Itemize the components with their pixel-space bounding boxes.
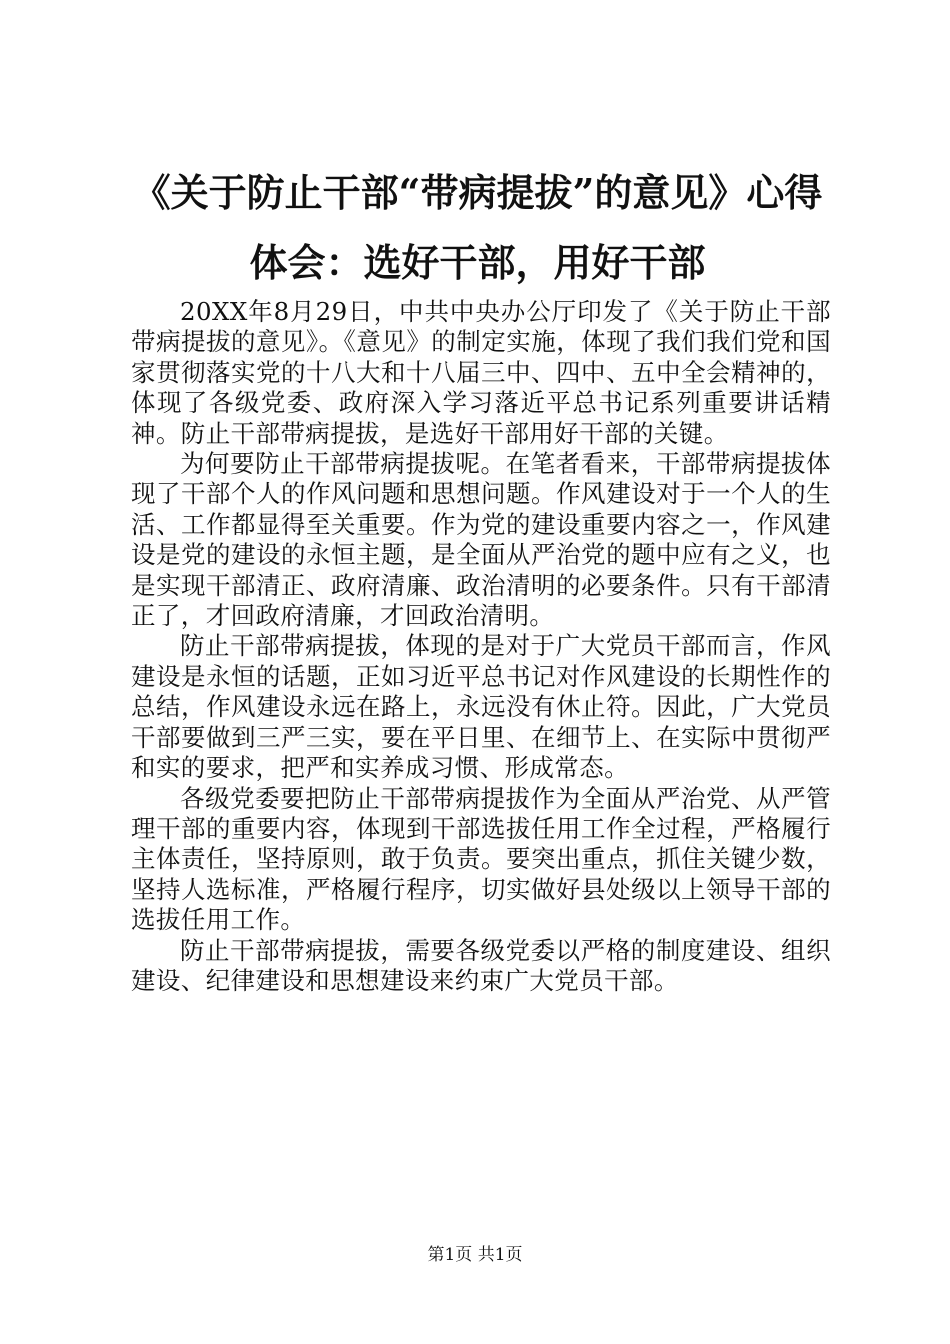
paragraph-3: 防止干部带病提拔，体现的是对于广大党员干部而言，作风建设是永恒的话题，正如习近平总书记对作风建设的长期性作的总结，作风建设永远在路上，永远没有休止符。因此，广大党员干部要做到三严三实，要在平日里、在细节上、在实际中贯彻严和实的要求，把严和实养成习惯、形成常态。 [131,631,831,783]
page-number-footer: 第1页 共1页 [427,1245,523,1265]
paragraph-5: 防止干部带病提拔，需要各级党委以严格的制度建设、组织建设、纪律建设和思想建设来约束广大党员干部。 [131,935,831,995]
document-title: 《关于防止干部“带病提拔”的意见》心得体会：选好干部，用好干部 [132,170,823,285]
paragraph-4: 各级党委要把防止干部带病提拔作为全面从严治党、从严管理干部的重要内容，体现到干部选拔任用工作全过程，严格履行主体责任，坚持原则，敢于负责。要突出重点，抓住关键少数，坚持人选标准，严格履行程序，切实做好县处级以上领导干部的选拔任用工作。 [131,783,831,935]
paragraph-2: 为何要防止干部带病提拔呢。在笔者看来，干部带病提拔体现了干部个人的作风问题和思想问题。作风建设对于一个人的生活、工作都显得至关重要。作为党的建设重要内容之一，作风建设是党的建设的永恒主题，是全面从严治党的题中应有之义，也是实现干部清正、政府清廉、政治清明的必要条件。只有干部清正了，才回政府清廉，才回政治清明。 [131,449,831,631]
document-body [131,297,831,996]
paragraph-1: 20XX年8月29日，中共中央办公厅印发了《关于防止干部带病提拔的意见》。《意见》的制定实施，体现了我们我们党和国家贯彻落实党的十八大和十八届三中、四中、五中全会精神的，体现了各级党委、政府深入学习落近平总书记系列重要讲话精神。防止干部带病提拔，是选好干部用好干部的关键。 [131,297,831,448]
